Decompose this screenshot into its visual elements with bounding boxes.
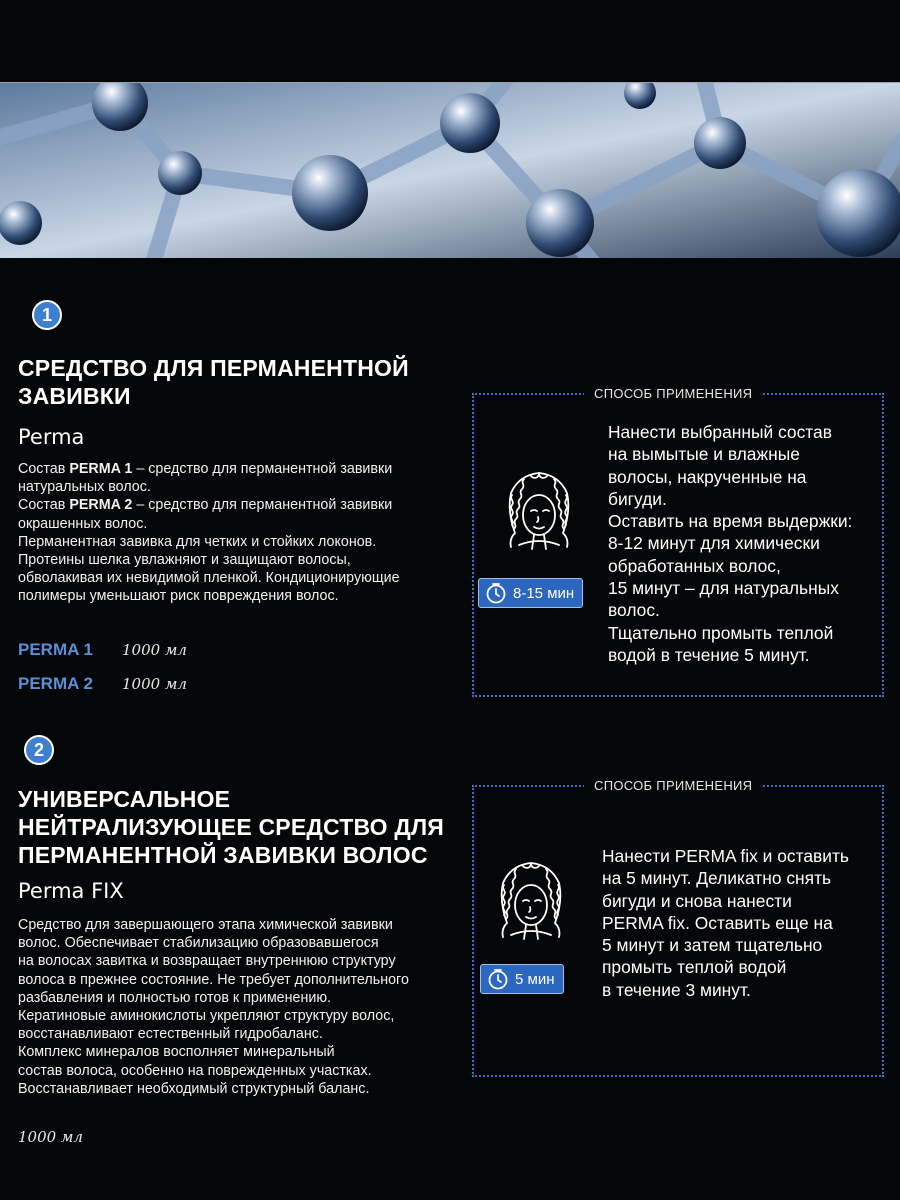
usage-line: 8-12 минут для химически — [608, 533, 820, 554]
volume-value: 1000 мл — [122, 675, 187, 693]
section-title — [18, 785, 444, 869]
product-description — [18, 916, 409, 1098]
desc-line: Состав PERMA 1 – средство для перманентной завивки — [18, 461, 393, 477]
usage-line: Нанести выбранный состав — [608, 422, 832, 442]
usage-line: PERMA fix. Оставить еще на — [602, 912, 833, 933]
usage-line: в течение 3 минут. — [602, 979, 751, 1000]
volume-row — [18, 674, 187, 694]
usage-label: СПОСОБ ПРИМЕНЕНИЯ — [584, 386, 762, 401]
usage-line: Нанести PERMA fix и оставить — [602, 846, 849, 866]
desc-line: состав волоса, особенно на поврежденных участках. — [18, 1062, 372, 1079]
title-line: НЕЙТРАЛИЗУЮЩЕЕ СРЕДСТВО ДЛЯ — [18, 814, 445, 840]
usage-instructions — [608, 421, 852, 666]
duration-text: 5 мин — [515, 970, 555, 988]
title-line: ПЕРМАНЕНТНОЙ ЗАВИВКИ ВОЛОС — [18, 842, 428, 868]
usage-line: на вымытые и влажные — [608, 444, 800, 465]
clock-icon — [485, 582, 507, 604]
desc-line: разбавления и полностью готов к применению. — [18, 989, 332, 1006]
molecule-banner — [0, 82, 900, 258]
volume-name: PERMA 2 — [18, 674, 93, 693]
desc-line: волоса в прежнее состояние. Не требует дополнительного — [18, 971, 409, 988]
usage-line: на 5 минут. Деликатно снять — [602, 868, 832, 889]
usage-line: волос. — [608, 600, 660, 621]
product-description — [18, 460, 400, 606]
usage-box — [472, 386, 884, 697]
usage-line: 5 минут и затем тщательно — [602, 935, 823, 956]
usage-line: промыть теплой водой — [602, 957, 787, 978]
volume-name: PERMA 1 — [18, 640, 93, 659]
section-title — [18, 354, 409, 410]
title-line: СРЕДСТВО ДЛЯ ПЕРМАНЕНТНОЙ — [18, 355, 409, 381]
desc-line: Перманентная завивка для четких и стойких локонов. — [18, 533, 377, 550]
section-number-badge: 1 — [32, 300, 62, 330]
duration-badge — [478, 578, 583, 608]
usage-line: Тщательно промыть теплой — [608, 622, 834, 643]
desc-line: Средство для завершающего этапа химической завивки — [18, 917, 393, 933]
desc-line: Протеины шелка увлажняют и защищают волосы, — [18, 552, 351, 569]
curly-hair-face-icon — [486, 855, 576, 947]
usage-line: бигуди и снова нанести — [602, 890, 792, 911]
usage-line: бигуди. — [608, 488, 667, 509]
desc-line: окрашенных волос. — [18, 515, 148, 532]
desc-line: восстанавливают естественный гидробаланс. — [18, 1026, 323, 1043]
desc-line: Состав PERMA 2 – средство для перманентной завивки — [18, 497, 393, 514]
usage-box — [472, 778, 884, 1077]
desc-line: полимеры уменьшают риск повреждения волос. — [18, 588, 339, 605]
volume-value: 1000 мл — [18, 1128, 83, 1146]
clock-icon — [487, 968, 509, 990]
desc-line: обволакивая их невидимой пленкой. Кондиционирующие — [18, 570, 400, 587]
product-name: Perma — [18, 425, 85, 449]
usage-line: Оставить на время выдержки: — [608, 511, 853, 532]
title-line: ЗАВИВКИ — [18, 383, 131, 409]
desc-line: на волосах завитка и возвращает внутреннюю структуру — [18, 953, 396, 970]
desc-line: Комплекс минералов восполняет минеральный — [18, 1044, 335, 1061]
curly-hair-face-icon — [494, 465, 584, 557]
duration-badge — [480, 964, 564, 994]
title-line: УНИВЕРСАЛЬНОЕ — [18, 786, 231, 812]
section-number-badge: 2 — [24, 735, 54, 765]
usage-instructions — [602, 845, 849, 1001]
usage-line: волосы, накрученные на — [608, 466, 807, 487]
volume-value: 1000 мл — [122, 641, 187, 659]
desc-line: натуральных волос. — [18, 479, 151, 496]
duration-text: 8-15 мин — [513, 584, 575, 602]
desc-line: Восстанавливает необходимый структурный баланс. — [18, 1080, 370, 1097]
usage-line: обработанных волос, — [608, 555, 781, 576]
desc-line: Кератиновые аминокислоты укрепляют структуру волос, — [18, 1008, 395, 1025]
usage-line: 15 минут – для натуральных — [608, 578, 839, 599]
product-name: Perma FIX — [18, 879, 124, 903]
volume-row — [18, 640, 187, 660]
usage-line: водой в течение 5 минут. — [608, 644, 810, 665]
volume-row — [18, 1128, 83, 1146]
usage-label: СПОСОБ ПРИМЕНЕНИЯ — [584, 778, 762, 793]
desc-line: волос. Обеспечивает стабилизацию образовавшегося — [18, 935, 379, 952]
